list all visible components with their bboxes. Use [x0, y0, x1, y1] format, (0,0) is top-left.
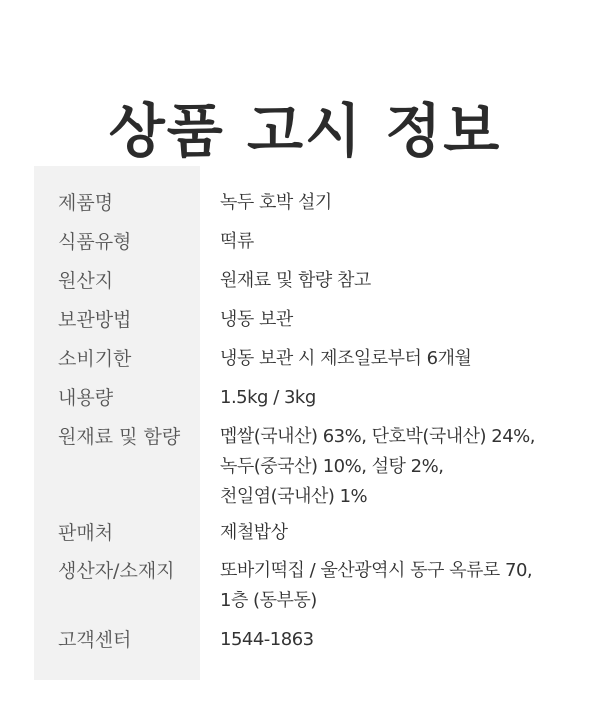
value-line: 1544-1863: [220, 629, 314, 650]
row-label: 판매처: [58, 522, 114, 544]
row-value: [220, 383, 590, 413]
row-label: 내용량: [58, 387, 114, 409]
value-line: 1.5kg / 3kg: [220, 387, 316, 408]
row-label: 소비기한: [58, 348, 132, 370]
value-line: 녹두 호박 설기: [220, 192, 332, 213]
value-line: 냉동 보관 시 제조일로부터 6개월: [220, 348, 472, 369]
row-value: [220, 305, 590, 335]
value-line: 천일염(국내산) 1%: [220, 486, 368, 507]
row-value: [220, 188, 590, 218]
page-title: 상품 고시 정보: [108, 96, 502, 165]
value-line: 또바기떡집 / 울산광역시 동구 옥류로 70,: [220, 560, 533, 581]
row-value: [220, 556, 590, 616]
row-label: 고객센터: [58, 629, 132, 651]
value-line: 냉동 보관: [220, 309, 293, 330]
value-line: 제철밥상: [220, 522, 288, 543]
row-value: [220, 625, 590, 655]
row-value: [220, 266, 590, 296]
value-line: 녹두(중국산) 10%, 설탕 2%,: [220, 456, 444, 477]
row-value: [220, 344, 590, 374]
row-label: 생산자/소재지: [58, 560, 175, 582]
row-label: 보관방법: [58, 309, 132, 331]
row-label: 식품유형: [58, 231, 132, 253]
row-value: [220, 422, 590, 512]
value-line: 원재료 및 함량 참고: [220, 270, 371, 291]
row-label: 원재료 및 함량: [58, 426, 181, 448]
value-line: 1층 (동부동): [220, 590, 317, 611]
row-value: [220, 518, 590, 548]
row-label: 제품명: [58, 192, 114, 214]
value-line: 멥쌀(국내산) 63%, 단호박(국내산) 24%,: [220, 426, 535, 447]
row-label: 원산지: [58, 270, 114, 292]
value-line: 떡류: [220, 231, 254, 252]
row-value: [220, 227, 590, 257]
